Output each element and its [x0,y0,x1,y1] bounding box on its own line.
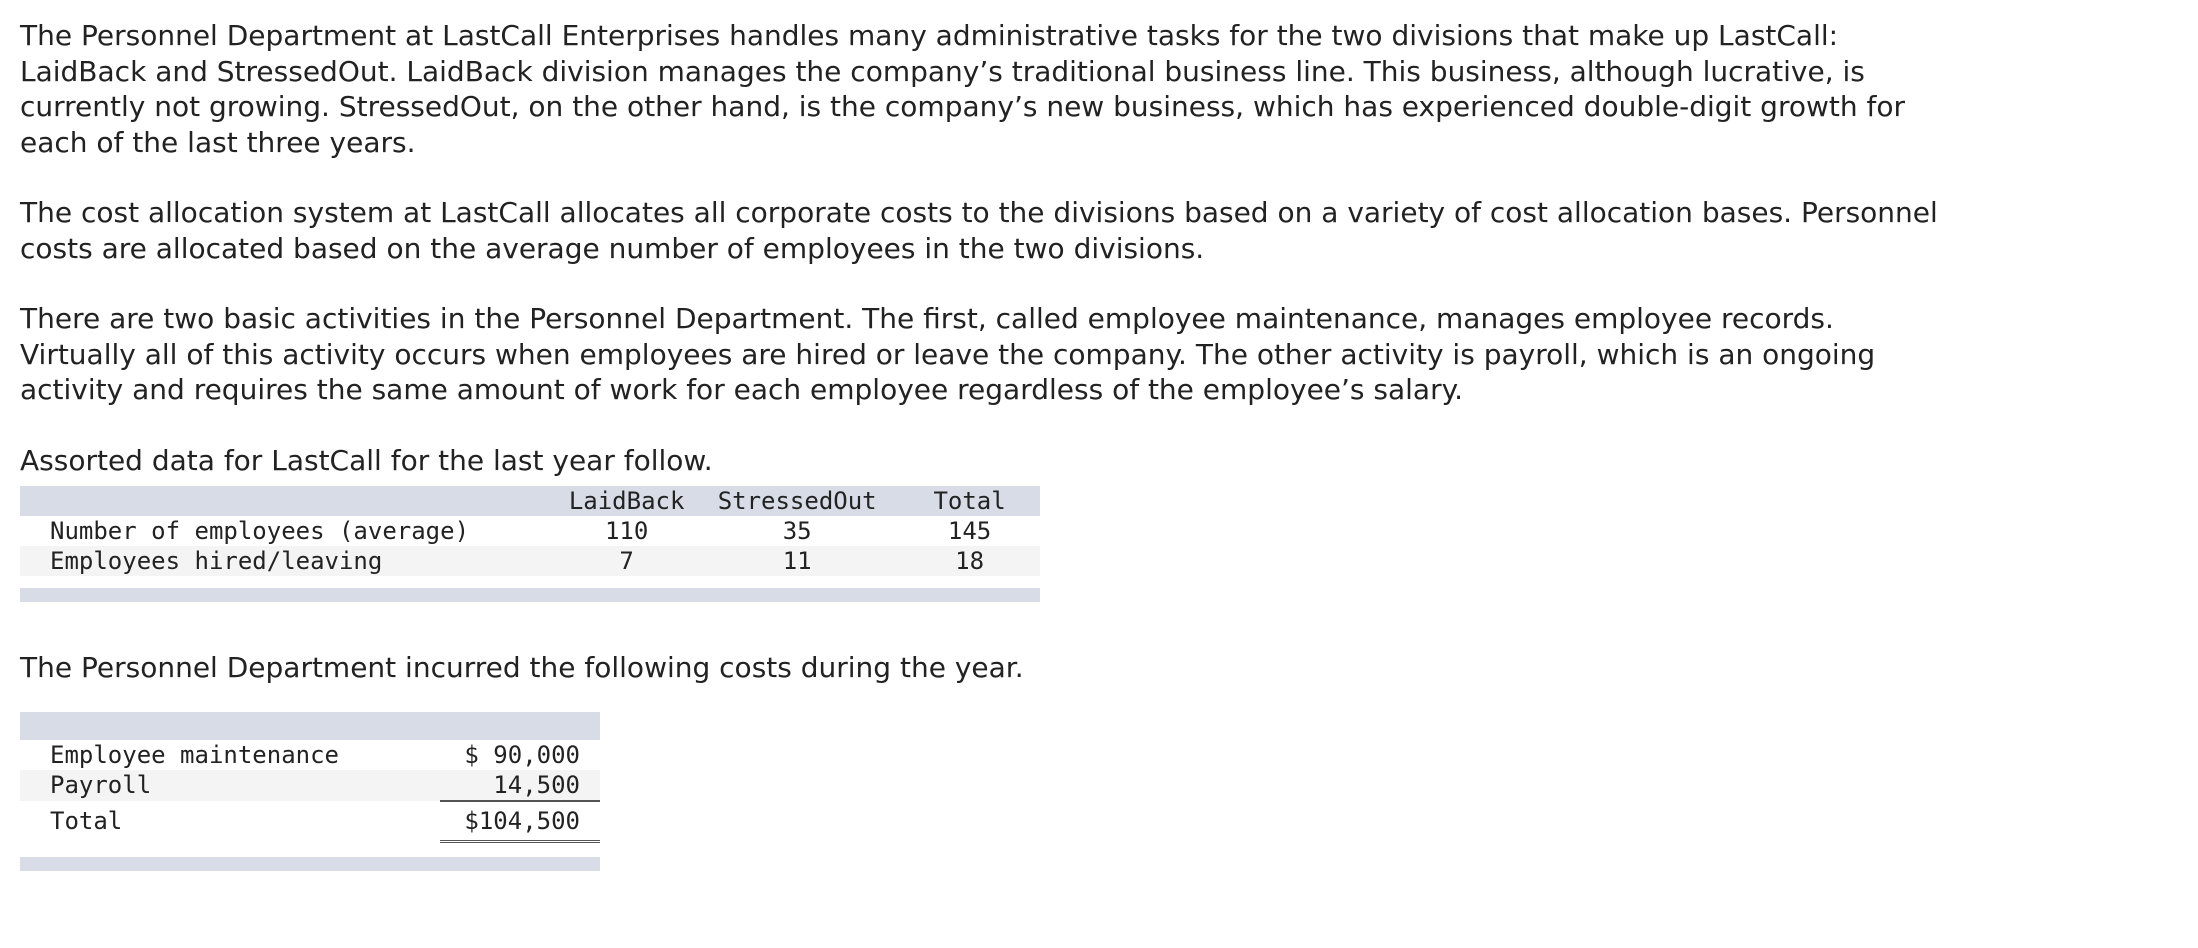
cost-total-value: $104,500 [440,801,600,842]
cost-value: $ 90,000 [440,740,600,770]
table-header-row [20,712,600,740]
cost-allocation-paragraph: The cost allocation system at LastCall allocates all corporate costs to the divisions based on a variety of cost allocation bases. Personnel costs are allocated based on the average number of employees in the two divisions. [20,196,1938,265]
header-total: Total [899,486,1040,516]
row-label: Total [20,801,440,842]
activities-paragraph: There are two basic activities in the Personnel Department. The first, called employee maintenance, manages employee records. Virtually all of this activity occurs when employees are hired or leave the company. The other activity is payroll, which is an ongoing activity and requires the same amount of work for each employee regardless of the employee’s salary. [20,302,1876,406]
header-blank [20,486,558,516]
document-content [20,18,1940,871]
header-stressedout: StressedOut [695,486,899,516]
cost-table-wrap [20,712,600,871]
cost-value: 14,500 [440,770,600,801]
cell-stressedout: 35 [695,516,899,546]
table-footer-bar [20,857,600,871]
cost-table [20,712,600,843]
row-label: Payroll [20,770,440,801]
table-row [20,740,600,770]
row-label: Employees hired/leaving [20,546,558,576]
employee-data-table [20,486,1040,576]
cell-stressedout: 11 [695,546,899,576]
row-label: Number of employees (average) [20,516,558,546]
table-header-row [20,486,1040,516]
intro-paragraph: The Personnel Department at LastCall Enterprises handles many administrative tasks for the two divisions that make up LastCall: LaidBack and StressedOut. LaidBack division manages the company’s traditional business line. This business, although lucrative, is currently not growing. StressedOut, on the other hand, is the company’s new business, which has experienced double-digit growth for each of the last three years. [20,19,1906,159]
cell-total: 145 [899,516,1040,546]
row-label: Employee maintenance [20,740,440,770]
cell-laidback: 7 [558,546,695,576]
table-row [20,546,1040,576]
header-laidback: LaidBack [558,486,695,516]
costs-intro-paragraph: The Personnel Department incurred the following costs during the year. [20,651,1024,684]
table-row [20,770,600,801]
table-row [20,801,600,842]
cell-total: 18 [899,546,1040,576]
table-footer-bar [20,588,1040,602]
employee-data-table-wrap [20,486,1040,602]
cell-laidback: 110 [558,516,695,546]
data-intro-paragraph: Assorted data for LastCall for the last year follow. [20,443,713,477]
table-row [20,516,1040,546]
